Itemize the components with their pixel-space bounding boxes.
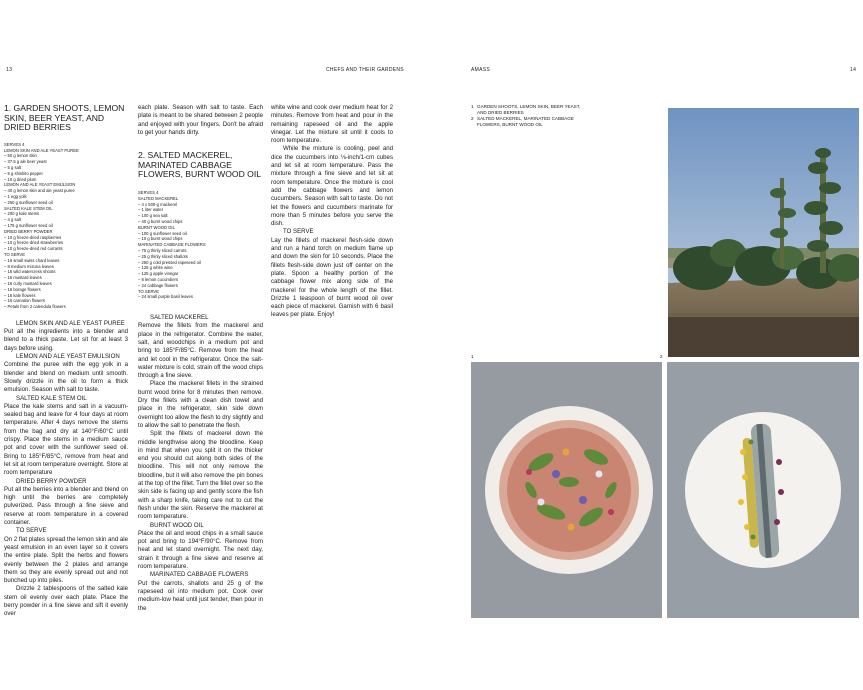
ingredient-line: – 10 g burnt wood chips <box>138 236 183 242</box>
photo-dish-garden-shoots <box>471 362 662 618</box>
ingredient-line: – 4 g salt <box>4 217 21 223</box>
ingredient-line: – 16 curly mustard leaves <box>4 280 52 286</box>
ingredient-line: – 5 g salt <box>4 164 21 170</box>
caption-text: GARDEN SHOOTS, LEMON SKIN, BEER YEAST, AND DRIED BERRIES <box>477 104 581 115</box>
method-paragraph: Remove the fillets from the mackerel and place in the refrigerator. Combine the water, salt, and woodchips in a medium pot and bring to 185°F/85°C. Remove from the heat and let cool in the refrigerator. Once the salt-water mixture is cold, strain off the wood chips through a fine sieve. <box>138 322 263 380</box>
left-running-title: CHEFS AND THEIR GARDENS <box>326 67 404 73</box>
ingredient-line: – 75 g thinly sliced carrots <box>138 247 187 253</box>
ingredient-line: – 100 g sea salt <box>138 213 168 219</box>
ingredient-line: TO SERVE <box>4 251 26 257</box>
ingredient-line: – 16 mustard leaves <box>4 275 42 281</box>
ingredient-line: – 8 medium mizuna leaves <box>4 263 54 269</box>
ingredient-line: LEMON SKIN AND ALE YEAST PUREE <box>4 147 79 153</box>
ingredient-line: – 50 g lemon skin <box>4 153 37 159</box>
ingredient-line: – 5 g shishito pepper <box>4 170 43 176</box>
ingredient-line: – Petals from 2 calendula flowers <box>4 304 66 310</box>
ingredient-line: MARINATED CABBAGE FLOWERS <box>138 242 206 248</box>
column-2 <box>138 104 263 624</box>
method-subheading: LEMON AND ALE YEAST EMULSION <box>16 353 120 361</box>
caption-text: SALTED MACKEREL, MARINATED CABBAGE FLOWERS, BURNT WOOD OIL <box>477 116 574 127</box>
method-paragraph: Put all the ingredients into a blender and blend to a thick paste. Let sit for at least 3 days before using. <box>4 328 128 352</box>
ingredient-line: – 16 borage flowers <box>4 286 41 292</box>
method-paragraph: On 2 flat plates spread the lemon skin and ale yeast emulsion in an even layer so it covers the entire plate. Split the herbs and flowers evenly between the 2 plates and arrange them so they are evenly spread out and not bunched up into piles. <box>4 535 128 585</box>
ingredient-line: – 200 g kale stems <box>4 211 40 217</box>
ingredient-line: LEMON AND ALE YEAST EMULSION <box>4 182 76 188</box>
ingredient-line: – 8 lemon cucumbers <box>138 276 179 282</box>
ingredient-line: SALTED KALE STEM OIL <box>4 205 53 211</box>
dish-1-photo-image <box>471 362 662 618</box>
recipe-1-method-continued <box>138 104 263 137</box>
ingredient-line: – 100 g sunflower seed oil <box>138 230 187 236</box>
ingredient-line: – 1 egg yolk <box>4 193 27 199</box>
ingredient-line: – 250 g cold pressed rapeseed oil <box>138 259 201 265</box>
ingredient-line: – 16 carnation flowers <box>4 298 45 304</box>
recipe-2-method <box>138 314 263 613</box>
caption-number: 1 <box>471 104 474 109</box>
left-page-number: 13 <box>6 67 13 73</box>
ingredient-line: – 24 small purple basil leaves <box>138 294 193 300</box>
recipe-2-ingredients <box>138 190 263 300</box>
method-paragraph: Put the carrots, shallots and 25 g of the rapeseed oil into medium pot. Cook over medium-low heat until just tender, then pour in the <box>138 579 263 612</box>
method-paragraph: While the mixture is cooling, peel and dice the cucumbers into ⅛-inch/1-cm cubes and let sit at room temperature. Pass the mixture through a fine sieve and let sit at room temperature. Once the mixture is cool add the cabbage flowers and lemon cucumbers. Season with salt to taste. Do not let the flowers and cucumbers marinate for more than 5 minutes before you serve the dish. <box>271 145 393 228</box>
ingredient-line: – 16 small swiss chard leaves <box>4 257 60 263</box>
right-page-number: 14 <box>850 67 857 73</box>
ingredient-line: – 37.5 g ale beer yeast <box>4 159 47 165</box>
ingredient-line: SALTED MACKEREL <box>138 195 179 201</box>
ingredient-line: TO SERVE <box>138 288 160 294</box>
ingredient-line: – 40 g burnt wood chips <box>138 218 183 224</box>
caption-item <box>471 104 591 116</box>
ingredient-line: – 125 g white wine <box>138 265 173 271</box>
garden-photo-image <box>668 108 859 357</box>
ingredient-line: – 16 wild watercress shoots <box>4 269 56 275</box>
photo-captions <box>471 104 591 128</box>
ingredient-line: DRIED BERRY POWDER <box>4 228 53 234</box>
ingredient-line: SERVES 4 <box>138 189 159 195</box>
figure-number-2: 2 <box>660 354 663 359</box>
method-paragraph: Put all the berries into a blender and blend on high until the berries are completely pulverized. Pass through a fine sieve and reserve at room temperature in a covered container. <box>4 485 128 527</box>
ingredient-line: – 40 g lemon skin and ale yeast puree <box>4 188 75 194</box>
ingredient-line: BURNT WOOD OIL <box>138 224 175 230</box>
recipe-2-title: 2. SALTED MACKEREL, MARINATED CABBAGE FLOWERS, BURNT WOOD OIL <box>138 150 262 180</box>
ingredient-line: – 1 liter water <box>138 207 164 213</box>
method-paragraph: each plate. Season with salt to taste. Each plate is meant to be shared between 2 people and enjoyed with your fingers. Don't be afraid to get your hands dirty. <box>138 104 263 136</box>
dish-2-photo-image <box>667 362 859 618</box>
right-running-title: AMASS <box>471 67 491 73</box>
method-subheading: SALTED MACKEREL <box>150 314 209 322</box>
method-paragraph: Place the mackerel fillets in the strained burnt wood brine for 8 minutes then remove. Dry the fillets with a clean dish towel and place in the refrigerator, skin side down overnight too allow the flesh to dry slightly and to allow the salt to penetrate the flesh. <box>138 380 263 429</box>
column-1 <box>4 104 128 624</box>
method-subheading: BURNT WOOD OIL <box>150 521 204 529</box>
ingredient-line: – 10 g dried plum <box>4 176 37 182</box>
method-paragraph: Place the oil and wood chips in a small sauce pot and bring to 194°F/90°C. Remove from heat and let stand overnight. The next day, strain it through a fine sieve and reserve at room temperature. <box>138 529 263 571</box>
method-subheading: TO SERVE <box>16 527 47 535</box>
ingredient-line: – 10 g freeze-dried red currants <box>4 246 63 252</box>
ingredient-line: – 4 x 500-g mackerel <box>138 201 178 207</box>
photo-dish-salted-mackerel <box>667 362 859 618</box>
ingredient-line: – 175 g sunflower seed oil <box>4 222 53 228</box>
recipe-1-method <box>4 320 128 619</box>
figure-number-1: 1 <box>471 354 474 359</box>
method-paragraph: Combine the puree with the egg yolk in a blender and blend on medium until smooth. Slowly drizzle in the oil to form a thick emulsion. Season with salt to taste. <box>4 361 128 394</box>
ingredient-line: – 10 g freeze-dried strawberries <box>4 240 64 246</box>
ingredient-line: – 24 cabbage flowers <box>138 282 178 288</box>
ingredient-line: – 10 g freeze-dried raspberries <box>4 234 62 240</box>
method-paragraph: Drizzle 2 tablespoons of the salted kale stem oil evenly over each plate. Place the berry powder in a fine sieve and sift it evenly over <box>4 585 128 618</box>
ingredient-line: – 16 kale flowers <box>4 292 36 298</box>
ingredient-line: SERVES 4 <box>4 141 25 147</box>
method-subheading: TO SERVE <box>283 228 314 236</box>
ingredient-line: – 125 g apple vinegar <box>138 271 179 277</box>
method-subheading: MARINATED CABBAGE FLOWERS <box>150 571 249 579</box>
photo-garden-kale-plants <box>668 108 859 357</box>
method-paragraph: white wine and cook over medium heat for 2 minutes. Remove from heat and pour in the remaining rapeseed oil and the apple vinegar. Let the mixture sit until it cools to room temperature. <box>271 104 393 145</box>
ingredient-line: – 25 g thinly sliced shallots <box>138 253 188 259</box>
method-paragraph: Place the kale stems and salt in a vacuum-sealed bag and leave for 4 four days at room temperature. After 4 days remove the stems from the bag and dry at 140°F/60°C until crispy. Place the stems in a medium sauce pot and cover with the sunflower seed oil. Bring to 185°F/85°C, remove from heat and let sit at room temperature overnight. Store at room temperature <box>4 402 128 477</box>
method-subheading: SALTED KALE STEM OIL <box>16 394 87 402</box>
method-paragraph: Lay the fillets of mackerel flesh-side down and run a hand torch on medium flame up and down the skin for 10 seconds. Place the fillets flesh-side down just off center on the plate. Spoon a healthy portion of the cabbage flower mix along side of the mackerel for the whole length of the fillet. Drizzle 1 teaspoon of burnt wood oil over each piece of mackerel. Garnish with 6 basil leaves per plate. Enjoy! <box>271 236 393 319</box>
recipe-2-method-continued <box>271 104 393 320</box>
recipe-1-ingredients <box>4 142 128 310</box>
column-3 <box>271 104 393 624</box>
caption-number: 2 <box>471 116 474 121</box>
method-subheading: LEMON SKIN AND ALE YEAST PUREE <box>16 319 125 327</box>
recipe-1-title: 1. GARDEN SHOOTS, LEMON SKIN, BEER YEAST, AND DRIED BERRIES <box>4 104 125 133</box>
caption-item <box>471 116 591 128</box>
ingredient-line: – 250 g sunflower seed oil <box>4 199 53 205</box>
method-subheading: DRIED BERRY POWDER <box>16 477 87 485</box>
method-paragraph: Split the fillets of mackerel down the middle lengthwise along the bloodline. Keep in mind that when you split it on the thicker end you should cut along both sides of the bloodline. This will not only remove the bloodline, but it will also remove the pin bones at the top of the fillet. Turn the fillet over so the skin side is facing up and gently score the fish with a sharp knife, taking care not to cut the flesh under the skin. Reserve the mackerel at room temperature. <box>138 430 263 521</box>
